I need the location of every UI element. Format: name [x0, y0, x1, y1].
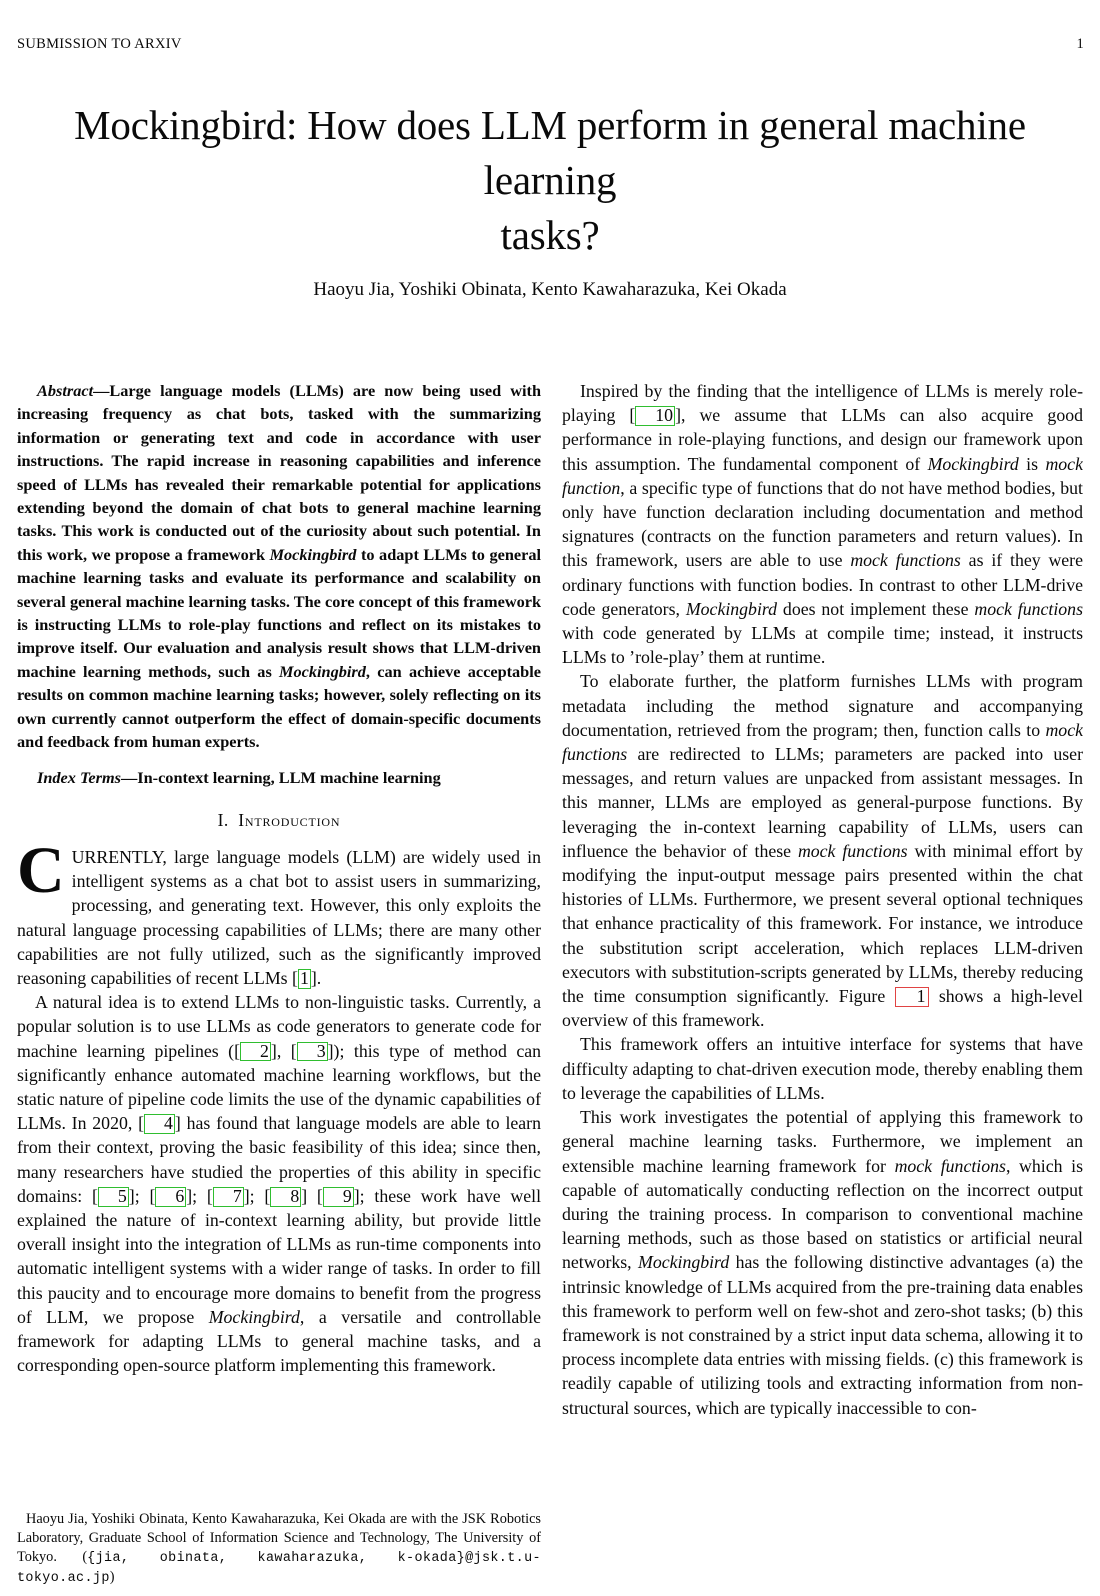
text-run: are redirected to LLMs; parameters are packed into user messages, and return values are unpacked from assistant messages. In this manner, LLMs are employed as general-purpose functions. By leveraging the in-context learning capability of LLMs, users can influence the behavior of these — [562, 744, 1083, 861]
text-run: ]; these work have well explained the nature of in-context learning ability, but provide little overall insight into the integration of LLMs as run-time components into automatic intelligent systems with a wider range of tasks. In order to fill this paucity and to encourage more domains to benefit from the progress of LLM, we propose — [17, 1185, 541, 1327]
index-terms — [17, 766, 541, 789]
bold-italic-text: Abstract — [37, 381, 94, 400]
italic-text: Mockingbird — [638, 1252, 730, 1273]
text-run: To elaborate further, the platform furnishes LLMs with program metadata including the method signature and accompanying documentation, retrieved from the program; then, function calls to — [562, 671, 1083, 740]
citation-link[interactable]: 8 — [270, 1187, 301, 1207]
citation-link[interactable]: 9 — [323, 1187, 354, 1207]
left-column — [17, 379, 541, 1596]
citation-link[interactable]: 4 — [144, 1114, 175, 1134]
text-run: ) — [109, 1569, 115, 1585]
paper-title-line1: Mockingbird: How does LLM perform in general machine learning — [74, 102, 1026, 203]
section-title: Introduction — [238, 809, 341, 830]
text-run: has the following distinctive advantages (a) the intrinsic knowledge of LLMs acquired from the pre-training data enables this framework to perform well on few-shot and zero-shot tasks; (b) this framework is not constrained by a strict input data schema, allowing it to process incomplete data entries with missing fields. (c) this framework is readily capable of utilizing tools and extracting information from non-structural sources, which are typically inaccessible to con- — [562, 1252, 1083, 1418]
author-list: Haoyu Jia, Yoshiki Obinata, Kento Kawaharazuka, Kei Okada — [313, 279, 787, 300]
running-header-text: SUBMISSION TO ARXIV — [17, 36, 182, 52]
footnote-text — [17, 1511, 541, 1585]
bold-italic-text: Index Terms — [37, 767, 121, 787]
figure-link[interactable]: 1 — [895, 987, 929, 1007]
citation-link[interactable]: 10 — [635, 406, 675, 426]
text-run: Haoyu Jia, Yoshiki Obinata, Kento Kawaharazuka, Kei Okada are with the JSK Robotics Laboratory, Graduate School of Information Science and Technology, The University of Tokyo. ( — [17, 1511, 541, 1565]
text-run: ]; [ — [186, 1185, 213, 1206]
text-run: with code generated by LLMs at compile time; instead, it instructs LLMs to ’role-play’ them at runtime. — [562, 623, 1083, 668]
text-run: with minimal effort by modifying the input-output message pairs presented within the chat histories of LLMs. Furthermore, we present several optional techniques that enhance practicality of this framework. For instance, we introduce the substitution script acceleration, which replaces LLM-driven executors with substitution-scripts generated by LLMs, thereby reducing the time consumption significantly. Figure — [562, 840, 1083, 1007]
section-heading-introduction — [17, 810, 541, 831]
bold-text: —In-context learning, LLM machine learning — [120, 767, 441, 787]
text-run: , a versatile and controllable framework for adapting LLMs to general machine tasks, and a corresponding open-source platform implementing this framework. — [17, 1306, 541, 1376]
italic-text: Mockingbird — [927, 453, 1019, 474]
citation-link[interactable]: 3 — [297, 1042, 328, 1062]
body-paragraph-4 — [562, 1105, 1083, 1420]
intro-paragraph-1 — [17, 833, 541, 990]
text-run: ]. — [310, 967, 322, 988]
text-run: ]); this type of method can significantly enhance automated machine learning workflows, but the static nature of pipeline code limits the use of the dynamic capabilities of LLMs. In 2020, [ — [17, 1040, 541, 1134]
citation-link[interactable]: 7 — [213, 1187, 244, 1207]
paper-title-line2: tasks? — [500, 212, 600, 258]
italic-text: mock functions — [894, 1155, 1006, 1176]
text-run: Inspired by the finding that the intelligence of LLMs is merely role-playing [ — [562, 381, 1083, 426]
citation-link[interactable]: 6 — [155, 1187, 186, 1207]
bold-italic-text: Mockingbird — [269, 544, 357, 564]
bold-text: —Large language models (LLMs) are now being used with increasing frequency as chat bots, tasked with the summarizing information or generating text and code in accordance with user instructions. The rapid increase in reasoning capabilities and inference speed of LLMs has revealed their remarkable potential for applications extending beyond the domain of chat bots to general machine learning tasks. This work is conducted out of the curiosity about such potential. In this work, we propose a framework — [17, 381, 541, 564]
two-column-body — [0, 379, 1100, 1596]
text-run: as if they were ordinary functions with function bodies. In contrast to other LLM-drive code generators, — [562, 550, 1083, 619]
body-paragraph-3 — [562, 1032, 1083, 1105]
italic-text: mock function — [562, 453, 1083, 498]
text-run: URRENTLY, large language models (LLM) are widely used in intelligent systems as a chat bot to assist users in summarizing, processing, and generating text. However, this only exploits the natural language processing capabilities of LLMs; there are many other capabilities are not fully utilized, such as the significantly improved reasoning capabilities of recent LLMs [ — [17, 846, 541, 988]
body-paragraph-2 — [562, 669, 1083, 1032]
body-paragraph-1 — [562, 379, 1083, 669]
citation-link[interactable]: 2 — [240, 1042, 271, 1062]
text-run: A natural idea is to extend LLMs to non-linguistic tasks. Currently, a popular solution is to use LLMs as code generators to generate code for machine learning pipelines ([ — [17, 992, 541, 1061]
citation-link[interactable]: 1 — [299, 967, 309, 988]
text-run: This work investigates the potential of applying this framework to general machine learning tasks. Furthermore, we implement an extensible machine learning framework for — [562, 1107, 1083, 1176]
text-run: ] [ — [301, 1185, 323, 1206]
email-address: {jia, obinata, kawaharazuka, k-okada}@jsk.t.u-tokyo.ac.jp — [17, 1551, 541, 1586]
text-run: ] has found that language models are able to learn from their context, proving the basic feasibility of this idea; since then, many researchers have studied the properties of this ability in specific domains: [ — [17, 1113, 541, 1206]
bold-italic-text: Mockingbird — [279, 661, 366, 681]
italic-text: mock functions — [562, 719, 1083, 765]
italic-text: mock functions — [850, 550, 961, 571]
text-run: , a specific type of functions that do not have method bodies, but only have function declaration including documentation and method signatures (contracts on the function parameters and return values). In this framework, users are able to use — [562, 477, 1083, 571]
bold-text: to adapt LLMs to general machine learning tasks and evaluate its performance and scalability on several general machine learning tasks. The core concept of this framework is instructing LLMs to role-play functions and reflect on its mistakes to improve itself. Our evaluation and analysis result shows that LLM-driven machine learning methods, such as — [17, 544, 541, 681]
text-run: This framework offers an intuitive interface for systems that have difficulty adapting to chat-driven execution mode, thereby enabling them to leverage the capabilities of LLMs. — [562, 1034, 1083, 1103]
abstract-paragraph — [17, 379, 541, 754]
text-run: does not implement these — [777, 598, 975, 619]
text-run: ], [ — [270, 1040, 297, 1061]
text-run: is — [1018, 453, 1046, 474]
citation-link[interactable]: 5 — [98, 1187, 129, 1207]
intro-paragraph-2 — [17, 990, 541, 1377]
text-run: shows a high-level overview of this framework. — [562, 986, 1083, 1031]
running-header — [0, 0, 1100, 54]
italic-text: mock functions — [797, 840, 908, 861]
bold-text: , can achieve acceptable results on common machine learning tasks; however, solely reflecting on its own currently cannot outperform the effect of domain-specific documents and feedback from human experts. — [17, 661, 541, 752]
drop-cap: C — [17, 833, 65, 907]
text-run: ], we assume that LLMs can also acquire good performance in role-playing functions, and design our framework upon this assumption. The fundamental component of — [562, 405, 1083, 474]
section-number: I. — [217, 809, 229, 830]
text-run: ]; [ — [128, 1185, 156, 1206]
right-column — [562, 379, 1083, 1596]
author-affiliation-footnote — [17, 1510, 541, 1596]
paper-title — [17, 98, 1083, 263]
italic-text: Mockingbird — [208, 1306, 300, 1327]
text-run: , which is capable of automatically conducting reflection on the incorrect output during the training process. In comparison to conventional machine learning methods, such as those based on statistics or artificial neural networks, — [562, 1155, 1083, 1273]
text-run: ]; [ — [243, 1185, 271, 1206]
page-number: 1 — [1076, 36, 1084, 52]
italic-text: mock functions — [974, 598, 1083, 619]
italic-text: Mockingbird — [685, 598, 778, 619]
